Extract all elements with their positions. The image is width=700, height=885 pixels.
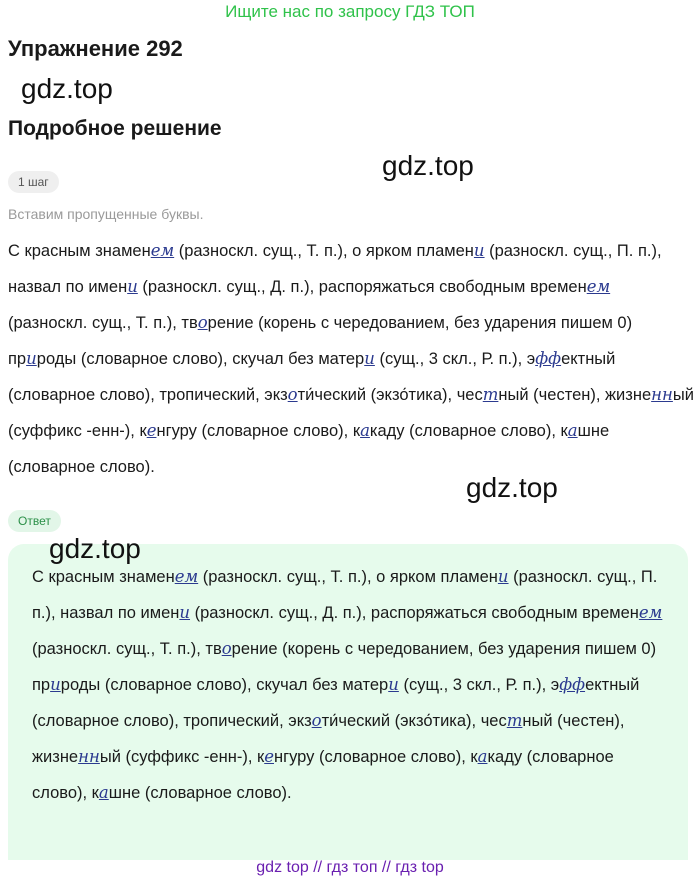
text-segment: (разноскл. сущ., Т. п.), о ярком пламен [174, 242, 474, 260]
text-segment: (разноскл. сущ., Д. п.), распоряжаться свободным времен [137, 278, 587, 296]
inserted-letters: е [146, 421, 157, 440]
text-segment: шне (словарное слово). [8, 422, 610, 476]
solution-text [8, 233, 694, 485]
inserted-letters: фф [535, 349, 562, 368]
text-segment: ый (суффикс -енн-), к [8, 386, 694, 440]
inserted-letters: о [311, 711, 322, 730]
answer-box [8, 544, 688, 860]
inserted-letters: о [287, 385, 298, 404]
inserted-letters: и [497, 567, 509, 586]
text-segment: ектный (словарное слово), тропический, экз [8, 350, 616, 404]
text-segment: рение (корень с чередованием, без ударения пишем 0) пр [32, 640, 657, 694]
text-segment: (разноскл. сущ., Д. п.), распоряжаться свободным времен [190, 604, 639, 622]
text-segment: нгуру (словарное слово), к [273, 748, 478, 766]
text-segment: (разноскл. сущ., Т. п.), тв [32, 640, 222, 658]
inserted-letters: о [197, 313, 208, 332]
step-hint: Вставим пропущенные буквы. [8, 206, 204, 222]
text-segment: роды (словарное слово), скучал без матер [36, 350, 365, 368]
text-segment: ый (суффикс -енн-), к [99, 748, 265, 766]
inserted-letters: ем [174, 567, 199, 586]
text-segment: ти́ческий (экзо́тика), чес [297, 386, 483, 404]
text-segment: нгуру (словарное слово), к [156, 422, 361, 440]
inserted-letters: и [179, 603, 191, 622]
inserted-letters: а [98, 783, 109, 802]
watermark: gdz.top [466, 472, 558, 503]
text-segment: шне (словарное слово). [108, 784, 292, 802]
text-segment: (разноскл. сущ., Т. п.), тв [8, 314, 198, 332]
inserted-letters: ем [638, 603, 663, 622]
text-segment: каду (словарное слово), к [32, 748, 614, 802]
text-segment: ти́ческий (экзо́тика), чес [321, 712, 507, 730]
inserted-letters: о [221, 639, 232, 658]
inserted-letters: нн [651, 385, 673, 404]
inserted-letters: и [50, 675, 61, 694]
inserted-letters: и [26, 349, 37, 368]
inserted-letters: а [567, 421, 578, 440]
inserted-letters: нн [78, 747, 100, 766]
text-segment: (разноскл. сущ., П. п.), назвал по имен [32, 568, 658, 622]
inserted-letters: и [388, 675, 399, 694]
text-segment: каду (словарное слово), к [369, 422, 568, 440]
text-segment: С красным знамен [8, 242, 151, 260]
inserted-letters: е [264, 747, 274, 766]
exercise-title: Упражнение 292 [8, 36, 183, 61]
inserted-letters: т [482, 385, 499, 404]
answer-badge: Ответ [8, 510, 61, 532]
answer-text [32, 559, 664, 811]
solution-heading: Подробное решение [8, 117, 222, 140]
footer-links: gdz top // гдз топ // гдз top [256, 859, 444, 876]
text-segment: С красным знамен [32, 568, 175, 586]
inserted-letters: ем [150, 241, 175, 260]
search-banner: Ищите нас по запросу ГДЗ ТОП [225, 2, 475, 21]
text-segment: ектный (словарное слово), тропический, экз [32, 676, 640, 730]
inserted-letters: а [360, 421, 370, 440]
inserted-letters: и [473, 241, 485, 260]
text-segment: рение (корень с чередованием, без ударения пишем 0) пр [8, 314, 633, 368]
watermark: gdz.top [382, 150, 474, 181]
step-badge: 1 шаг [8, 171, 59, 193]
text-segment: (разноскл. сущ., П. п.), назвал по имен [8, 242, 662, 296]
text-segment: (сущ., 3 скл., Р. п.), э [398, 676, 560, 694]
text-segment: (разноскл. сущ., Т. п.), о ярком пламен [198, 568, 498, 586]
inserted-letters: т [506, 711, 523, 730]
text-segment: ный (честен), жизне [498, 386, 652, 404]
inserted-letters: а [477, 747, 488, 766]
inserted-letters: ем [586, 277, 611, 296]
inserted-letters: и [127, 277, 138, 296]
text-segment: ный (честен), жизне [32, 712, 625, 766]
text-segment: роды (словарное слово), скучал без матер [60, 676, 389, 694]
watermark: gdz.top [21, 73, 113, 104]
inserted-letters: и [364, 349, 375, 368]
watermark: gdz.top [49, 533, 141, 564]
inserted-letters: фф [559, 675, 586, 694]
text-segment: (сущ., 3 скл., Р. п.), э [374, 350, 536, 368]
